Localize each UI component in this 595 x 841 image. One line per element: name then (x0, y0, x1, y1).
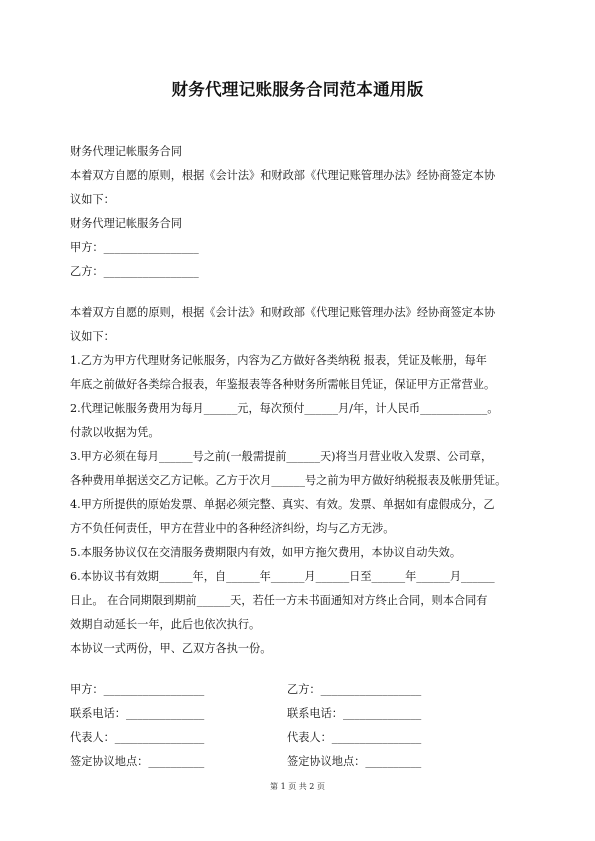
signature-representative-b: 代表人：________________ (287, 731, 422, 744)
closing-line: 本协议一式两份，甲、乙双方各执一份。 (70, 642, 272, 655)
clause-line: 5.本服务协议仅在交清服务费期限内有效，如甲方拖欠费用，本协议自动失效。 (70, 546, 462, 559)
signature-representative-a: 代表人：________________ (70, 731, 205, 744)
clause-line: 1.乙方为甲方代理财务记帐服务，内容为乙方做好各类纳税 报表，凭证及帐册，每年 (70, 354, 487, 367)
paragraph-line: 本着双方自愿的原则，根据《会计法》和财政部《代理记账管理办法》经协商签定本协 (70, 169, 496, 182)
clause-line: 各种费用单据送交乙方记帐。乙方于次月______号之前为甲方做好纳税报表及帐册凭证。 (70, 474, 507, 487)
party-b-line: 乙方：_________________ (70, 265, 199, 278)
paragraph-line: 议如下： (70, 330, 115, 343)
clause-line: 付款以收据为凭。 (70, 426, 160, 439)
clause-line: 年底之前做好各类综合报表，年鉴报表等各种财务所需帐目凭证，保证甲方正常营业。 (70, 378, 496, 391)
signature-place-b: 签定协议地点：__________ (287, 755, 422, 768)
clause-line: 效期自动延长一年，此后也依次执行。 (70, 618, 261, 631)
contract-heading: 财务代理记帐服务合同 (70, 217, 182, 230)
clause-line: 3.甲方必须在每月______号之前(一般需提前______天)将当月营业收入发票、公司章， (70, 450, 493, 463)
clause-line: 6.本协议书有效期______年，自______年______月______日至______年______月______ (70, 570, 495, 583)
document-title: 财务代理记账服务合同范本通用版 (171, 80, 424, 99)
clause-line: 4.甲方所提供的原始发票、单据必须完整、真实、有效。发票、单据如有虚假成分，乙 (70, 498, 495, 511)
party-a-line: 甲方：_________________ (70, 241, 199, 254)
signature-party-a: 甲方：__________________ (70, 683, 205, 696)
page-number-footer: 第 1 页 共 2 页 (270, 782, 325, 791)
paragraph-line: 议如下： (70, 193, 115, 206)
clause-line: 日止。 在合同期限到期前______天，若任一方未书面通知对方终止合同，则本合同有 (70, 594, 488, 607)
signature-place-a: 签定协议地点：__________ (70, 755, 205, 768)
signature-phone-b: 联系电话：______________ (287, 707, 422, 720)
clause-line: 方不负任何责任，甲方在营业中的各种经济纠纷，均与乙方无涉。 (70, 522, 395, 535)
signature-party-b: 乙方：__________________ (287, 683, 422, 696)
clause-line: 2.代理记帐服务费用为每月______元，每次预付______月/年，计人民币____________。 (70, 402, 499, 415)
signature-phone-a: 联系电话：______________ (70, 707, 205, 720)
paragraph-line: 本着双方自愿的原则，根据《会计法》和财政部《代理记账管理办法》经协商签定本协 (70, 306, 496, 319)
contract-heading: 财务代理记帐服务合同 (70, 145, 182, 158)
